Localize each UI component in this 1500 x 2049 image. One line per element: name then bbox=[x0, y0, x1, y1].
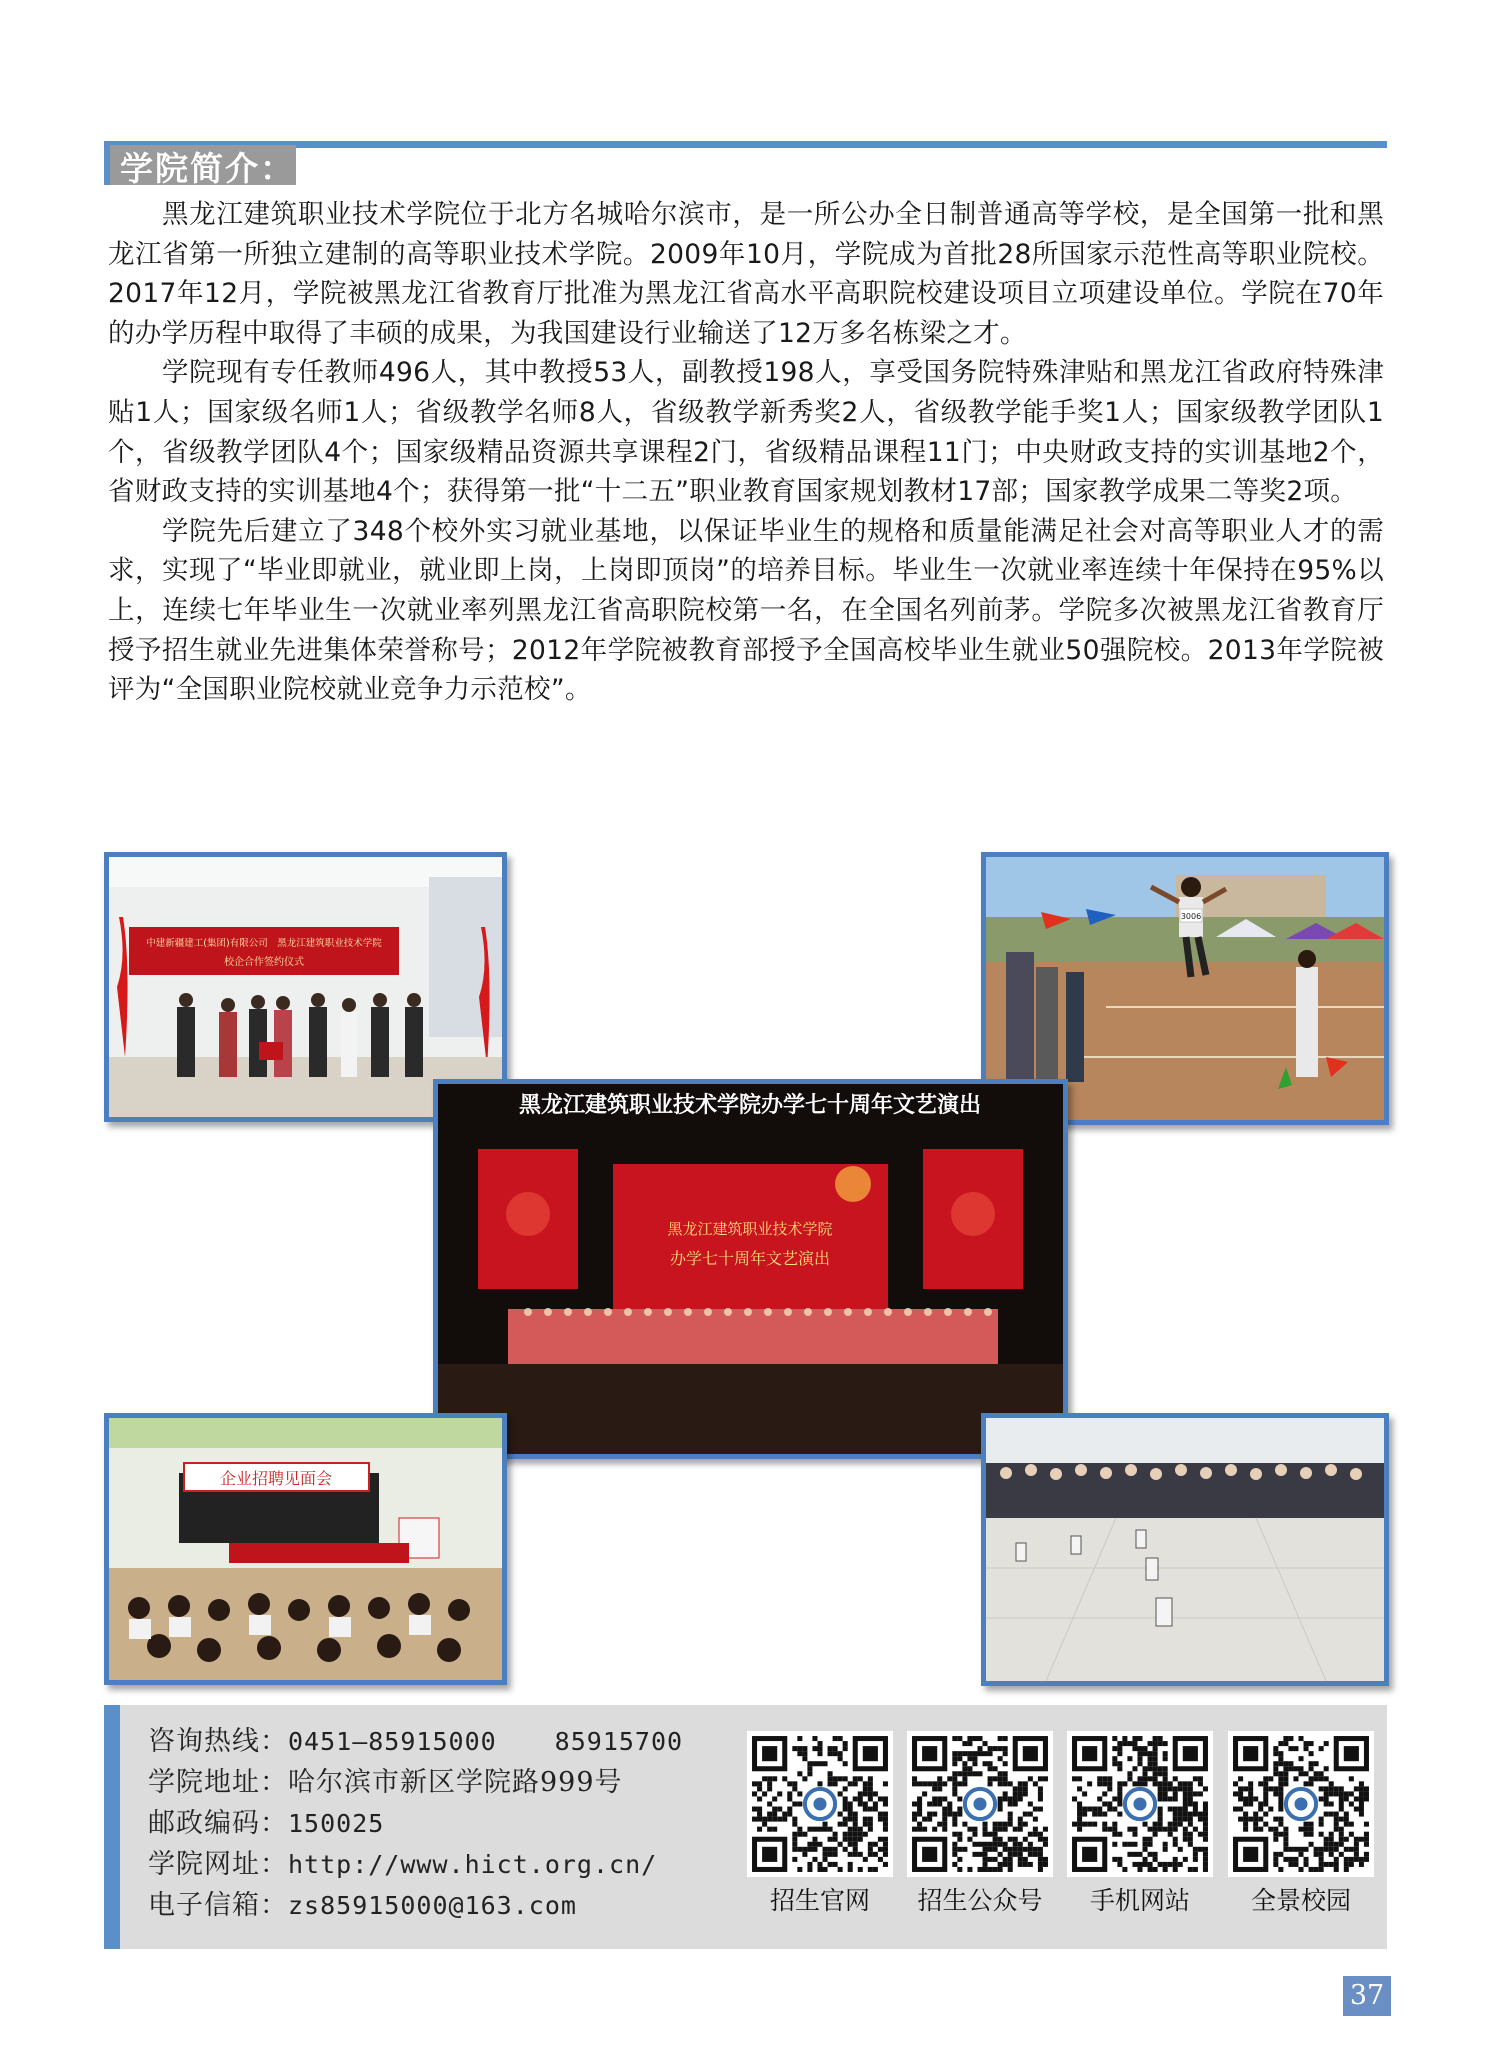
hotline-number-2: 85915700 bbox=[554, 1727, 684, 1756]
postcode-row bbox=[148, 1803, 683, 1844]
contact-info bbox=[148, 1721, 683, 1926]
hotline-row bbox=[148, 1721, 683, 1762]
contact-accent bbox=[104, 1705, 120, 1949]
address-label: 学院地址： bbox=[148, 1767, 288, 1798]
address-row bbox=[148, 1762, 683, 1803]
stage-screen-line2: 办学七十周年文艺演出 bbox=[669, 1249, 831, 1268]
section-title: 学院简介： bbox=[120, 149, 295, 188]
qr-label: 招生公众号 bbox=[917, 1886, 1043, 1915]
contact-panel bbox=[104, 1705, 1387, 1949]
race-bib-number: 3006 bbox=[1180, 912, 1202, 921]
email-row bbox=[148, 1885, 683, 1926]
qr-wechat-account[interactable] bbox=[907, 1731, 1053, 1917]
qr-code-icon bbox=[907, 1731, 1053, 1877]
page-number: 37 bbox=[1343, 1976, 1391, 2016]
photo-robot-demo bbox=[981, 1413, 1389, 1686]
postcode-value: 150025 bbox=[288, 1809, 385, 1838]
performance-caption: 黑龙江建筑职业技术学院办学七十周年文艺演出 bbox=[518, 1093, 982, 1118]
qr-label: 手机网站 bbox=[1089, 1886, 1190, 1915]
qr-admissions-site[interactable] bbox=[747, 1731, 893, 1917]
heading-rule bbox=[104, 141, 1387, 148]
qr-label: 全景校园 bbox=[1250, 1886, 1351, 1915]
qr-panorama-campus[interactable] bbox=[1228, 1731, 1374, 1917]
qr-code-icon bbox=[1228, 1731, 1374, 1877]
stage-screen-line1: 黑龙江建筑职业技术学院 bbox=[667, 1220, 833, 1238]
email-label: 电子信箱： bbox=[148, 1890, 288, 1921]
email-link[interactable]: zs85915000@163.com bbox=[288, 1891, 577, 1920]
hotline-number-1: 0451—85915000 bbox=[288, 1727, 497, 1756]
website-row bbox=[148, 1844, 683, 1885]
qr-label: 招生官网 bbox=[769, 1886, 870, 1915]
signing-banner-line1: 中建新疆建工(集团)有限公司 黑龙江建筑职业技术学院 bbox=[146, 938, 382, 949]
qr-mobile-site[interactable] bbox=[1067, 1731, 1213, 1917]
intro-text bbox=[108, 195, 1384, 710]
website-link[interactable]: http://www.hict.org.cn/ bbox=[288, 1850, 658, 1879]
signing-banner-line2: 校企合作签约仪式 bbox=[224, 957, 304, 968]
qr-code-icon bbox=[747, 1731, 893, 1877]
paragraph-faculty: 学院现有专任教师496人，其中教授53人，副教授198人，享受国务院特殊津贴和黑龙江省政府特殊津贴1人；国家级名师1人；省级教学名师8人，省级教学新秀奖2人，省级教学能手奖1人；国家级教学团队1个，省级教学团队4个；国家级精品资源共享课程2门，省级精品课程11门；中央财政支持的实训基地2个，省财政支持的实训基地4个；获得第一批“十二五”职业教育国家规划教材17部；国家教学成果二等奖2项。 bbox=[108, 357, 1384, 508]
website-label: 学院网址： bbox=[148, 1849, 288, 1880]
qr-code-icon bbox=[1067, 1731, 1213, 1877]
hotline-label: 咨询热线： bbox=[148, 1726, 288, 1757]
photo-recruitment-fair bbox=[104, 1413, 507, 1685]
heading-accent bbox=[104, 145, 110, 185]
paragraph-history: 黑龙江建筑职业技术学院位于北方名城哈尔滨市，是一所公办全日制普通高等学校，是全国第一批和黑龙江省第一所独立建制的高等职业技术学院。2009年10月，学院成为首批28所国家示范性高等职业院校。2017年12月，学院被黑龙江省教育厅批准为黑龙江省高水平高职院校建设项目立项建设单位。学院在70年的办学历程中取得了丰硕的成果，为我国建设行业输送了12万多名栋梁之才。 bbox=[108, 199, 1384, 349]
section-heading-tab bbox=[104, 145, 296, 188]
recruitment-banner: 企业招聘见面会 bbox=[219, 1469, 333, 1488]
paragraph-employment: 学院先后建立了348个校外实习就业基地，以保证毕业生的规格和质量能满足社会对高等职业人才的需求，实现了“毕业即就业，就业即上岗，上岗即顶岗”的培养目标。毕业生一次就业率连续十年保持在95%以上，连续七年毕业生一次就业率列黑龙江省高职院校第一名，在全国名列前茅。学院多次被黑龙江省教育厅授予招生就业先进集体荣誉称号；2012年学院被教育部授予全国高校毕业生就业50强院校。2013年学院被评为“全国职业院校就业竞争力示范校”。 bbox=[108, 515, 1384, 706]
postcode-label: 邮政编码： bbox=[148, 1808, 288, 1839]
photo-anniversary-performance bbox=[433, 1079, 1068, 1459]
address-value: 哈尔滨市新区学院路999号 bbox=[288, 1767, 623, 1798]
